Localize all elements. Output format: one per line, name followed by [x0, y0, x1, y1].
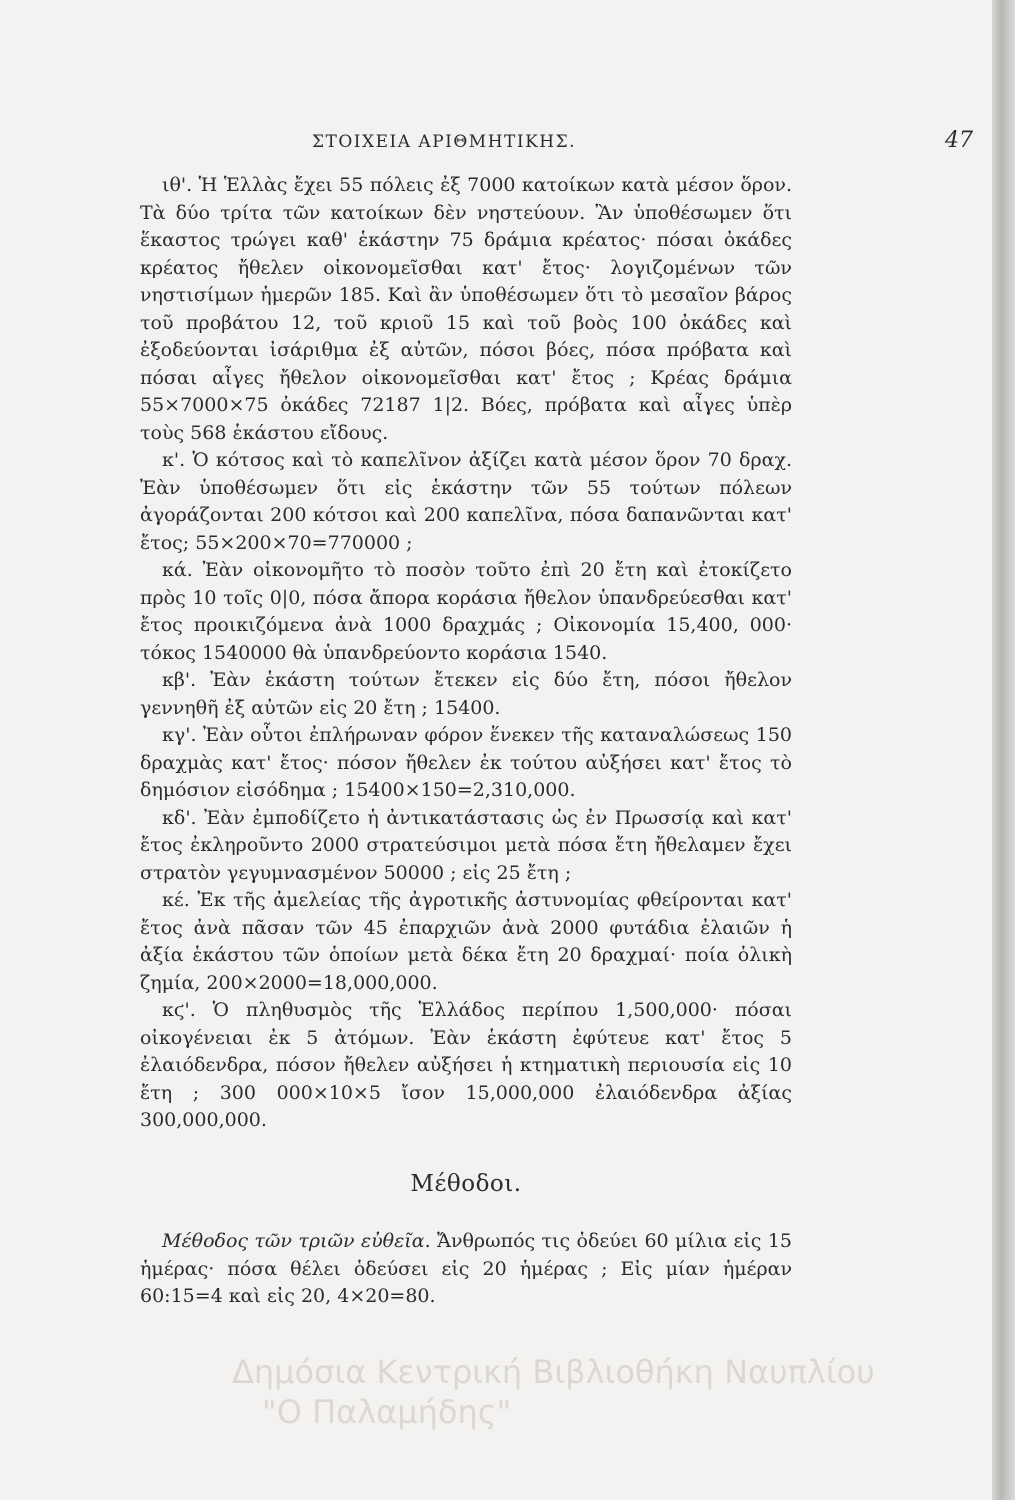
watermark-line-1: Δημόσια Κεντρική Βιβλιοθήκη Ναυπλίου [232, 1353, 875, 1391]
problem-paragraph: κά. Ἐὰν οἰκονομῆτο τὸ ποσὸν τοῦτο ἐπὶ 20 ἔτη καὶ ἐτοκίζετο πρὸς 10 τοῖς 0|0, πόσα ἄπορα κοράσια ἤθελον ὑπανδρεύεσθαι κατ' ἔτος προικιζόμενα ἀνὰ 1000 δραχμάς ; Οἰκονομία 15,400, 000· τόκος 1540000 θὰ ὑπανδρεύοντο κοράσια 1540. [140, 559, 792, 664]
page-edge [992, 0, 1015, 1500]
method-text: Ἄνθρωπός τις ὁδεύει 60 μίλια εἰς 15 ἡμέρας· πόσα θέλει ὁδεύσει εἰς 20 ἡμέρας ; Εἰς μίαν ἡμέραν 60:15=4 καὶ εἰς 20, 4×20=80. [140, 1230, 792, 1307]
method-title: Μέθοδος τῶν τριῶν εὐθεῖα. [162, 1230, 431, 1252]
page-header [0, 128, 1000, 162]
problem-paragraph: κβ'. Ἐὰν ἑκάστη τούτων ἔτεκεν εἰς δύο ἔτη, πόσοι ἤθελον γεννηθῆ ἐξ αὐτῶν εἰς 20 ἔτη ; 15400. [140, 669, 792, 719]
page-body [140, 172, 792, 1311]
method-paragraph [140, 1228, 792, 1311]
problem-paragraph: ιθ'. Ἡ Ἑλλὰς ἔχει 55 πόλεις ἐξ 7000 κατοίκων κατὰ μέσον ὅρον. Τὰ δύο τρίτα τῶν κατοίκων δὲν νηστεύουν. Ἂν ὑποθέσωμεν ὅτι ἕκαστος τρώγει καθ' ἑκάστην 75 δράμια κρέατος· πόσαι ὀκάδες κρέατος ἤθελεν οἰκονομεῖσθαι κατ' ἔτος· λογιζομένων τῶν νηστισίμων ἡμερῶν 185. Καὶ ἂν ὑποθέσωμεν ὅτι τὸ μεσαῖον βάρος τοῦ προβάτου 12, τοῦ κριοῦ 15 καὶ τοῦ βοὸς 100 ὀκάδες καὶ ἐξοδεύονται ἰσάριθμα ἐξ αὐτῶν, πόσοι βόες, πόσα πρόβατα καὶ πόσαι αἶγες ἤθελον οἰκονομεῖσθαι κατ' ἔτος ; Κρέας δράμια 55×7000×75 ὀκάδες 72187 1|2. Βόες, πρόβατα καὶ αἶγες ὑπὲρ τοὺς 568 ἑκάστου εἴδους. [140, 174, 792, 444]
problem-paragraph: κδ'. Ἐὰν ἐμποδίζετο ἡ ἀντικατάστασις ὡς ἐν Πρωσσίᾳ καὶ κατ' ἔτος ἐκληροῦντο 2000 στρατεύσιμοι μετὰ πόσα ἔτη ἤθελαμεν ἔχει στρατὸν γεγυμνασμένον 50000 ; εἰς 25 ἔτη ; [140, 806, 792, 884]
running-head: ΣΤΟΙΧΕΙΑ ΑΡΙΘΜΗΤΙΚΗΣ. [312, 132, 577, 152]
section-heading: Μέθοδοι. [410, 1170, 522, 1197]
problem-paragraph: κ'. Ὁ κότσος καὶ τὸ καπελῖνον ἀξίζει κατὰ μέσον ὅρον 70 δραχ. Ἐὰν ὑποθέσωμεν ὅτι εἰς ἑκάστην τῶν 55 τούτων πόλεων ἀγοράζονται 200 κότσοι καὶ 200 καπελῖνα, πόσα δαπανῶνται κατ' ἔτος; 55×200×70=770000 ; [140, 449, 792, 554]
problem-paragraph: κέ. Ἐκ τῆς ἀμελείας τῆς ἀγροτικῆς ἀστυνομίας φθείρονται κατ' ἔτος ἀνὰ πᾶσαν τῶν 45 ἐπαρχιῶν ἀνὰ 2000 φυτάδια ἐλαιῶν ἡ ἀξία ἑκάστου τῶν ὁποίων μετὰ δέκα ἔτη 20 δραχμαί· ποία ὁλικὴ ζημία, 200×2000=18,000,000. [140, 889, 792, 994]
problem-paragraph: κϛ'. Ὁ πληθυσμὸς τῆς Ἑλλάδος περίπου 1,500,000· πόσαι οἰκογένειαι ἐκ 5 ἀτόμων. Ἐὰν ἑκάστη ἐφύτευε κατ' ἔτος 5 ἐλαιόδενδρα, πόσον ἤθελεν αὐξήσει ἡ κτηματικὴ περιουσία εἰς 10 ἔτη ; 300 000×10×5 ἴσον 15,000,000 ἐλαιόδενδρα ἀξίας 300,000,000. [140, 999, 792, 1131]
page-number: 47 [945, 128, 973, 153]
library-watermark [232, 1352, 992, 1432]
problem-paragraph: κγ'. Ἐὰν οὗτοι ἐπλήρωναν φόρον ἕνεκεν τῆς καταναλώσεως 150 δραχμὰς κατ' ἔτος· πόσον ἤθελεν ἐκ τούτου αὐξήσει κατ' ἔτος τὸ δημόσιον εἰσόδημα ; 15400×150=2,310,000. [140, 724, 792, 801]
watermark-line-2: "Ο Παλαμήδης" [262, 1393, 512, 1431]
